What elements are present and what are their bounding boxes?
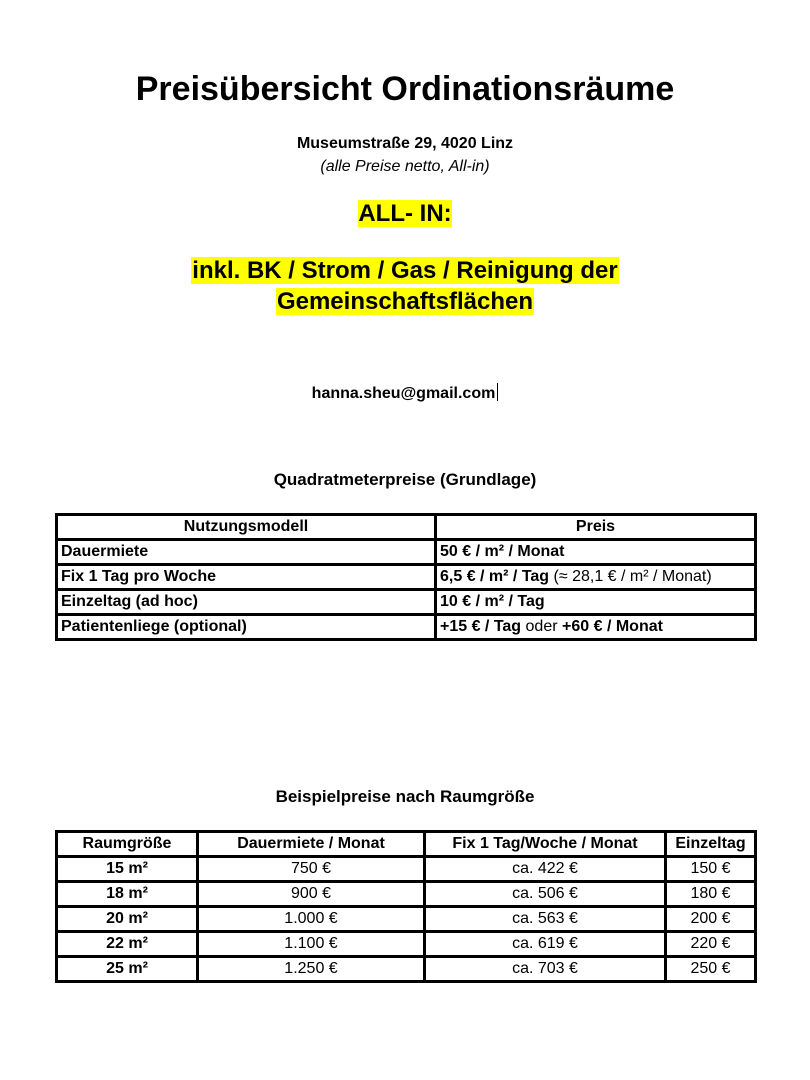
example-price-table (55, 830, 757, 983)
all-in-heading (0, 200, 810, 228)
price-note: (alle Preise netto, All-in) (320, 158, 490, 175)
room-size-cell: 22 m² (57, 932, 198, 957)
column-header-single-day: Einzeltag (666, 832, 756, 857)
all-in-text: ALL- IN: (358, 200, 452, 227)
table-header-row (57, 832, 756, 857)
fix-day-price-cell: ca. 703 € (425, 957, 666, 982)
permanent-price-cell: 1.000 € (198, 907, 425, 932)
email-line (0, 383, 810, 403)
table-row (57, 932, 756, 957)
email-text[interactable]: hanna.sheu@gmail.com (311, 385, 496, 402)
table-header-row (57, 515, 756, 540)
table-row (57, 540, 756, 565)
table-row (57, 882, 756, 907)
section-title-sqm-prices: Quadratmeterpreise (Grundlage) (273, 470, 537, 489)
fix-day-price-cell: ca. 563 € (425, 907, 666, 932)
table-row (57, 957, 756, 982)
price-value: 6,5 € / m² / Tag (440, 568, 550, 585)
permanent-price-cell: 1.250 € (198, 957, 425, 982)
table-row (57, 590, 756, 615)
price-monthly-note: (≈ 28,1 € / m² / Monat) (553, 568, 712, 585)
permanent-price-cell: 1.100 € (198, 932, 425, 957)
column-header-room-size: Raumgröße (57, 832, 198, 857)
text-cursor (497, 383, 498, 401)
inclusions-line-1: inkl. BK / Strom / Gas / Reinigung der (192, 257, 618, 284)
room-size-cell: 15 m² (57, 857, 198, 882)
permanent-price-cell: 750 € (198, 857, 425, 882)
table-row (57, 565, 756, 590)
inclusions-line-2: Gemeinschaftsflächen (276, 288, 534, 315)
price-cell: 10 € / m² / Tag (436, 590, 756, 615)
inclusions-text (0, 255, 810, 317)
price-cell (436, 565, 756, 590)
section-title-example-prices: Beispielpreise nach Raumgröße (275, 787, 535, 806)
model-cell: Fix 1 Tag pro Woche (57, 565, 436, 590)
single-day-price-cell: 220 € (666, 932, 756, 957)
fix-day-price-cell: ca. 619 € (425, 932, 666, 957)
fix-day-price-cell: ca. 422 € (425, 857, 666, 882)
room-size-cell: 25 m² (57, 957, 198, 982)
room-size-cell: 20 m² (57, 907, 198, 932)
table-row (57, 615, 756, 640)
price-cell: 50 € / m² / Monat (436, 540, 756, 565)
table-row (57, 857, 756, 882)
price-cell (436, 615, 756, 640)
price-or: oder (525, 618, 558, 635)
single-day-price-cell: 150 € (666, 857, 756, 882)
sqm-price-table (55, 513, 757, 641)
permanent-price-cell: 900 € (198, 882, 425, 907)
column-header-fix-day: Fix 1 Tag/Woche / Monat (425, 832, 666, 857)
price-value-2: +60 € / Monat (562, 618, 663, 635)
model-cell: Dauermiete (57, 540, 436, 565)
column-header-permanent: Dauermiete / Monat (198, 832, 425, 857)
model-cell: Einzeltag (ad hoc) (57, 590, 436, 615)
single-day-price-cell: 250 € (666, 957, 756, 982)
column-header-model: Nutzungsmodell (57, 515, 436, 540)
document-title: Preisübersicht Ordinationsräume (135, 70, 675, 108)
table-row (57, 907, 756, 932)
model-cell: Patientenliege (optional) (57, 615, 436, 640)
address: Museumstraße 29, 4020 Linz (296, 135, 514, 152)
fix-day-price-cell: ca. 506 € (425, 882, 666, 907)
single-day-price-cell: 200 € (666, 907, 756, 932)
price-value: +15 € / Tag (440, 618, 522, 635)
room-size-cell: 18 m² (57, 882, 198, 907)
column-header-price: Preis (436, 515, 756, 540)
single-day-price-cell: 180 € (666, 882, 756, 907)
